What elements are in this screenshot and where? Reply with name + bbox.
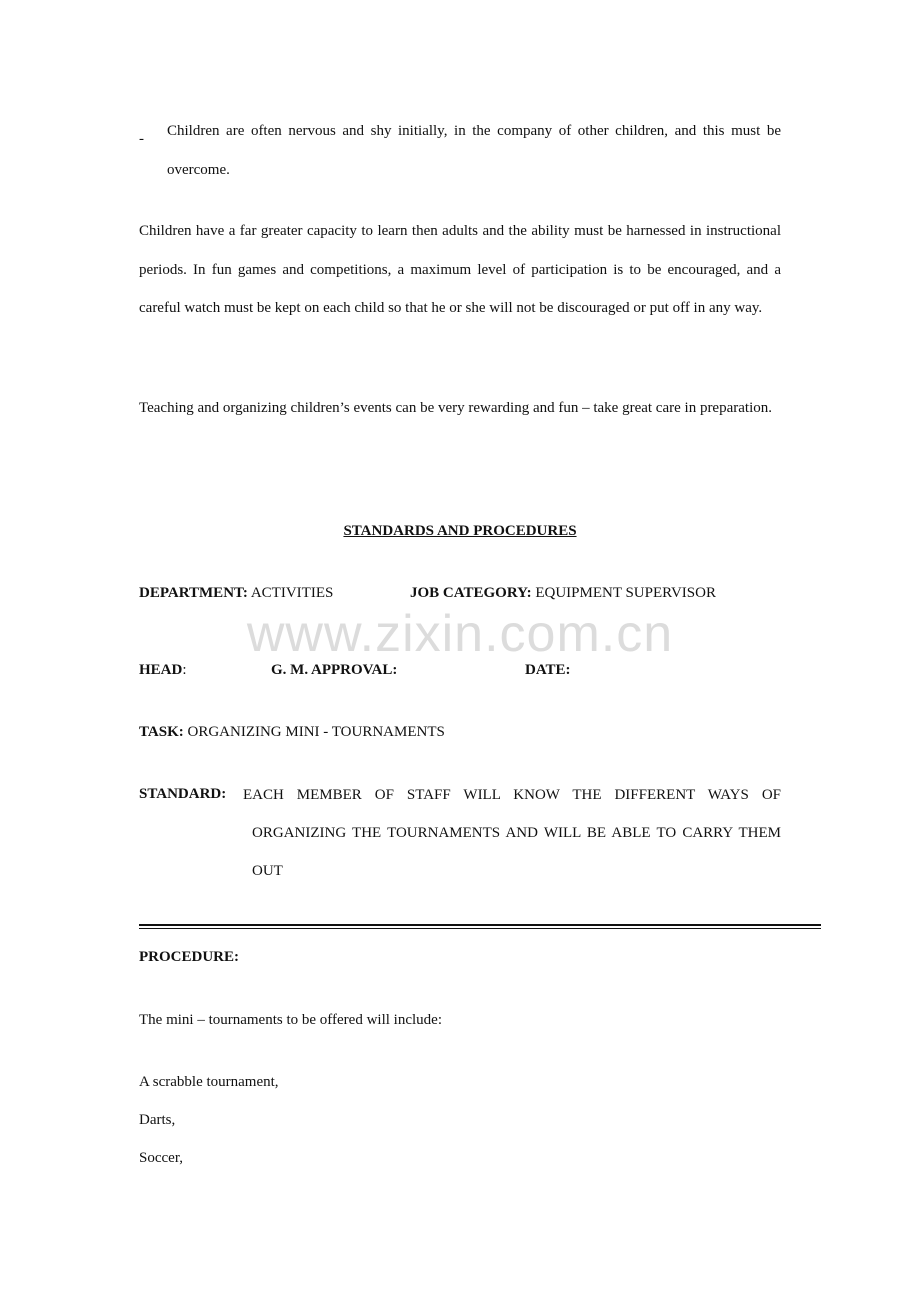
- job-category-label: JOB CATEGORY:: [410, 585, 532, 601]
- department-label: DEPARTMENT:: [139, 585, 248, 601]
- department-field: [139, 585, 333, 602]
- task-value: ORGANIZING MINI - TOURNAMENTS: [183, 724, 445, 740]
- list-item: A scrabble tournament,: [139, 1074, 279, 1090]
- job-category-value: EQUIPMENT SUPERVISOR: [531, 585, 716, 601]
- head-label: HEAD: [139, 662, 183, 678]
- task-label: TASK:: [139, 724, 184, 740]
- bullet-text: Children are often nervous and shy initially, in the company of other children, and this must be overcome.: [167, 123, 781, 178]
- watermark: www.zixin.com.cn: [246, 605, 674, 663]
- date-field: [525, 662, 571, 679]
- job-category-field: [410, 585, 716, 602]
- procedure-label: PROCEDURE:: [139, 949, 239, 965]
- paragraph-teaching: Teaching and organizing children’s events can be very rewarding and fun – take great care in preparation.: [139, 400, 772, 416]
- department-value: ACTIVITIES: [247, 585, 334, 601]
- section-title: STANDARDS AND PROCEDURES: [343, 523, 577, 539]
- procedure-intro: The mini – tournaments to be offered will include:: [139, 1012, 442, 1028]
- gm-approval-label: G. M. APPROVAL:: [271, 662, 398, 678]
- task-field: [139, 724, 445, 741]
- list-item: Soccer,: [139, 1150, 183, 1166]
- head-colon: :: [182, 662, 187, 678]
- head-field: [139, 662, 187, 679]
- divider-thin: [139, 928, 821, 929]
- list-item: Darts,: [139, 1112, 176, 1128]
- bullet-marker: -: [139, 131, 144, 147]
- standard-text: EACH MEMBER OF STAFF WILL KNOW THE DIFFERENT WAYS OF ORGANIZING THE TOURNAMENTS AND WILL BE ABLE TO CARRY THEM OUT: [243, 787, 781, 879]
- procedure-heading: [139, 949, 239, 966]
- divider-thick: [139, 924, 821, 926]
- date-label: DATE:: [525, 662, 571, 678]
- standard-label: STANDARD:: [139, 786, 227, 802]
- gm-approval-field: [271, 662, 397, 679]
- paragraph-learning: Children have a far greater capacity to learn then adults and the ability must be harnessed in instructional periods. In fun games and competitions, a maximum level of participation is to be encouraged, and a careful watch must be kept on each child so that he or she will not be discouraged or put off in any way.: [139, 223, 781, 316]
